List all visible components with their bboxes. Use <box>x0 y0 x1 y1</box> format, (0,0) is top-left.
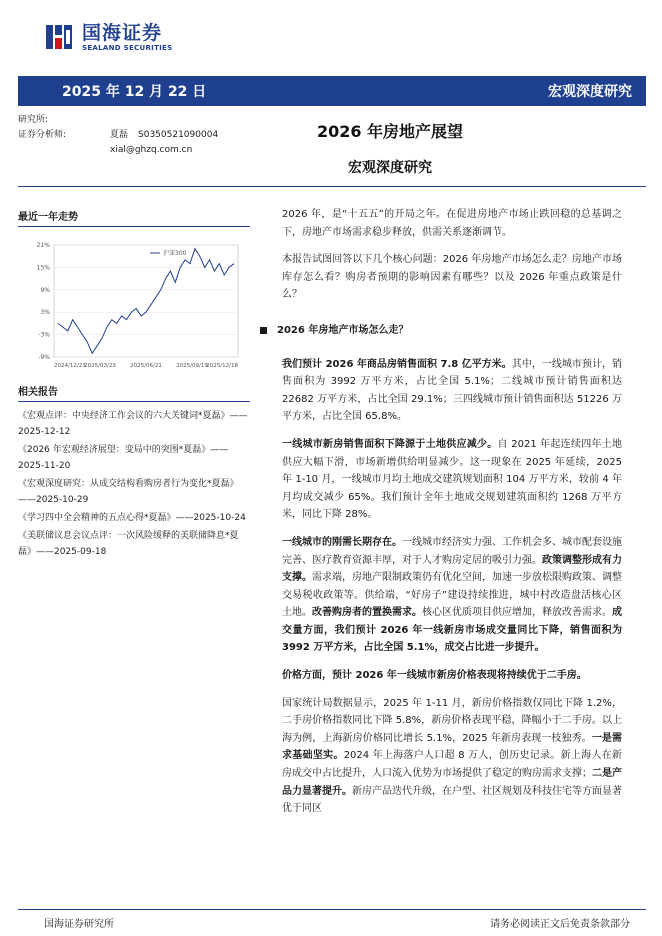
report-item[interactable]: 《宏观深度研究：从成交结构看购房者行为变化*夏磊》——2025-10-29 <box>18 479 239 505</box>
report-item[interactable]: 《宏观点评：中央经济工作会议的六大关键词*夏磊》——2025-12-12 <box>18 411 248 437</box>
x-tick-label: 2025/03/23 <box>84 363 116 369</box>
questions-paragraph: 本报告试图回答以下几个核心问题：2026 年房地产市场怎么走？房地产市场库存怎么看？购房者预期的影响因素有哪些？以及 2026 年重点政策是什么？ <box>282 254 622 301</box>
land-supply-paragraph <box>282 436 622 524</box>
company-logo <box>44 22 172 52</box>
x-tick-label: 2025/06/21 <box>130 363 162 369</box>
header-band <box>18 76 646 106</box>
footer-disclaimer: 请务必阅读正文后免责条款部分 <box>490 919 630 930</box>
report-body <box>277 206 623 828</box>
x-tick-label: 2025/09/19 <box>176 363 208 369</box>
analyst-info <box>18 113 218 158</box>
report-item[interactable]: 《2026 年宏观经济展望：变局中的突围*夏磊》——2025-11-20 <box>18 445 229 471</box>
demand-lead-1: 一线城市的刚需长期存在。 <box>282 536 402 548</box>
price-paragraph <box>282 667 622 685</box>
y-tick-label: 21% <box>36 242 50 249</box>
related-reports <box>18 383 250 562</box>
demand-paragraph <box>282 534 622 657</box>
report-item[interactable]: 《学习四中全会精神的五点心得*夏磊》——2025-10-24 <box>18 513 246 523</box>
sales-forecast-text: 其中，一线城市预计，销售面积为 3992 万平方米，占比全国 5.1%；二线城市预计销售面积达 22682 万平方米，占比全国 29.1%；三四线城市预计销售面积达 51226 万平方米，占比全国 65.8%。 <box>282 358 622 423</box>
trend-section <box>18 208 250 377</box>
sales-forecast-lead: 我们预计 2026 年商品房销售面积 7.8 亿平方米。 <box>282 358 512 370</box>
price-detail-lead-1: 一是需求基础坚实。 <box>282 732 622 762</box>
analyst-label: 证券分析师: <box>18 130 67 140</box>
demand-text-3: 核心区优质项目供应增加，释放改善需求。 <box>422 607 612 619</box>
price-detail-paragraph <box>282 695 622 818</box>
reports-heading: 相关报告 <box>18 383 250 402</box>
trend-chart-svg <box>18 231 250 377</box>
footer-org: 国海证券研究所 <box>44 919 114 930</box>
analyst-name: 夏磊 <box>110 130 129 140</box>
researcher-label: 研究所: <box>18 115 49 125</box>
price-detail-text-1: 国家统计局数据显示，2025 年 1-11 月，新房价格指数仅同比下降 1.2%，二手房价格指数同比下降 5.8%，新房价格表现平稳，降幅小于二手房。以上海为例，上海新房价格同比增长 5.1%，2025 年新房表现一枝独秀。 <box>282 697 622 744</box>
analyst-email[interactable]: xial@ghzq.com.cn <box>110 145 193 155</box>
sales-forecast-paragraph <box>282 356 622 426</box>
logo-mark-icon <box>44 22 74 52</box>
trend-chart <box>18 231 250 377</box>
report-title: 2026 年房地产展望 <box>316 122 464 141</box>
logo-text-en: SEALAND SECURITIES <box>82 44 173 52</box>
top-divider <box>18 186 646 187</box>
y-tick-label: 15% <box>36 264 50 272</box>
demand-text-2: 需求端，房地产限制政策仍有优化空间，加速一步放松限购政策、调整交易税收政策等。供给端，“好房子”建设持续推进，城中村改造盘活核心区土地。 <box>282 572 622 619</box>
land-supply-text: 自 2021 年起连续四年土地供应大幅下滑，市场新增供给明显减少。这一现象在 2025 年延续，2025 年 1-10 月，一线城市月均土地成交建筑规划面积 104 万平方米，较前 4 年月均成交减少 65%。我们预计全年土地成交规划建筑面积约 1268 万平方米，同比下降 28%。 <box>282 438 622 521</box>
report-item[interactable]: 《美联储议息会议点评：一次风险缓释的美联储降息*夏磊》——2025-09-18 <box>18 531 239 557</box>
report-list <box>18 408 250 560</box>
demand-lead-4: 成交量方面，我们预计 2026 年一线新房市场成交量同比下降，销售面积为 3992 万平方米，占比全国 5.1%，成交占比进一步提升。 <box>282 607 622 654</box>
report-type: 宏观深度研究 <box>548 84 632 100</box>
trend-heading: 最近一年走势 <box>18 208 250 227</box>
y-tick-label: 3% <box>40 309 50 317</box>
bottom-divider <box>18 909 646 910</box>
x-tick-label: 2025/12/18 <box>206 363 238 369</box>
square-bullet-icon <box>260 327 267 334</box>
price-lead: 价格方面，预计 2026 年一线城市新房价格表现将持续优于二手房。 <box>282 670 587 682</box>
report-subtitle: 宏观深度研究 <box>348 160 432 176</box>
intro-paragraph: 2026 年，是“十五五”的开局之年。在促进房地产市场止跌回稳的总基调之下，房地产市场需求稳步释放，供需关系逐渐调节。 <box>282 209 622 238</box>
demand-lead-2: 政策调整形成有力支撑。 <box>282 554 622 584</box>
land-supply-lead: 一线城市新房销售面积下降源于土地供应减少。 <box>282 438 498 450</box>
report-date: 2025 年 12 月 22 日 <box>62 84 207 100</box>
y-tick-label: -3% <box>38 331 50 339</box>
logo-text-cn: 国海证券 <box>82 22 163 44</box>
price-detail-text-2: 2024 年上海落户人口超 8 万人，创历史记录。新上海人在新房成交中占比提升，人口流入优势为市场提供了稳定的购房需求支撑； <box>282 750 623 780</box>
section-heading-text: 2026 年房地产市场怎么走？ <box>277 324 409 336</box>
y-tick-label: -9% <box>38 354 50 361</box>
demand-lead-3: 改善购房者的置换需求。 <box>312 607 422 619</box>
series-line <box>58 249 234 354</box>
legend-label: 沪深300 <box>163 250 187 257</box>
y-tick-label: 9% <box>40 286 50 294</box>
price-detail-text-3: 新房产品迭代升级，在户型、社区规划及科技住宅等方面显著优于同区 <box>282 785 622 815</box>
price-detail-lead-2: 二是产品力显著提升。 <box>282 768 622 797</box>
analyst-cert: S0350521090004 <box>138 130 219 140</box>
demand-text-1: 一线城市经济实力强、工作机会多、城市配套设施完善、医疗教育资源丰厚，对于人才购房定居的吸引力强。 <box>282 536 622 566</box>
section-heading <box>260 322 622 340</box>
x-tick-label: 2024/12/23 <box>54 363 86 369</box>
